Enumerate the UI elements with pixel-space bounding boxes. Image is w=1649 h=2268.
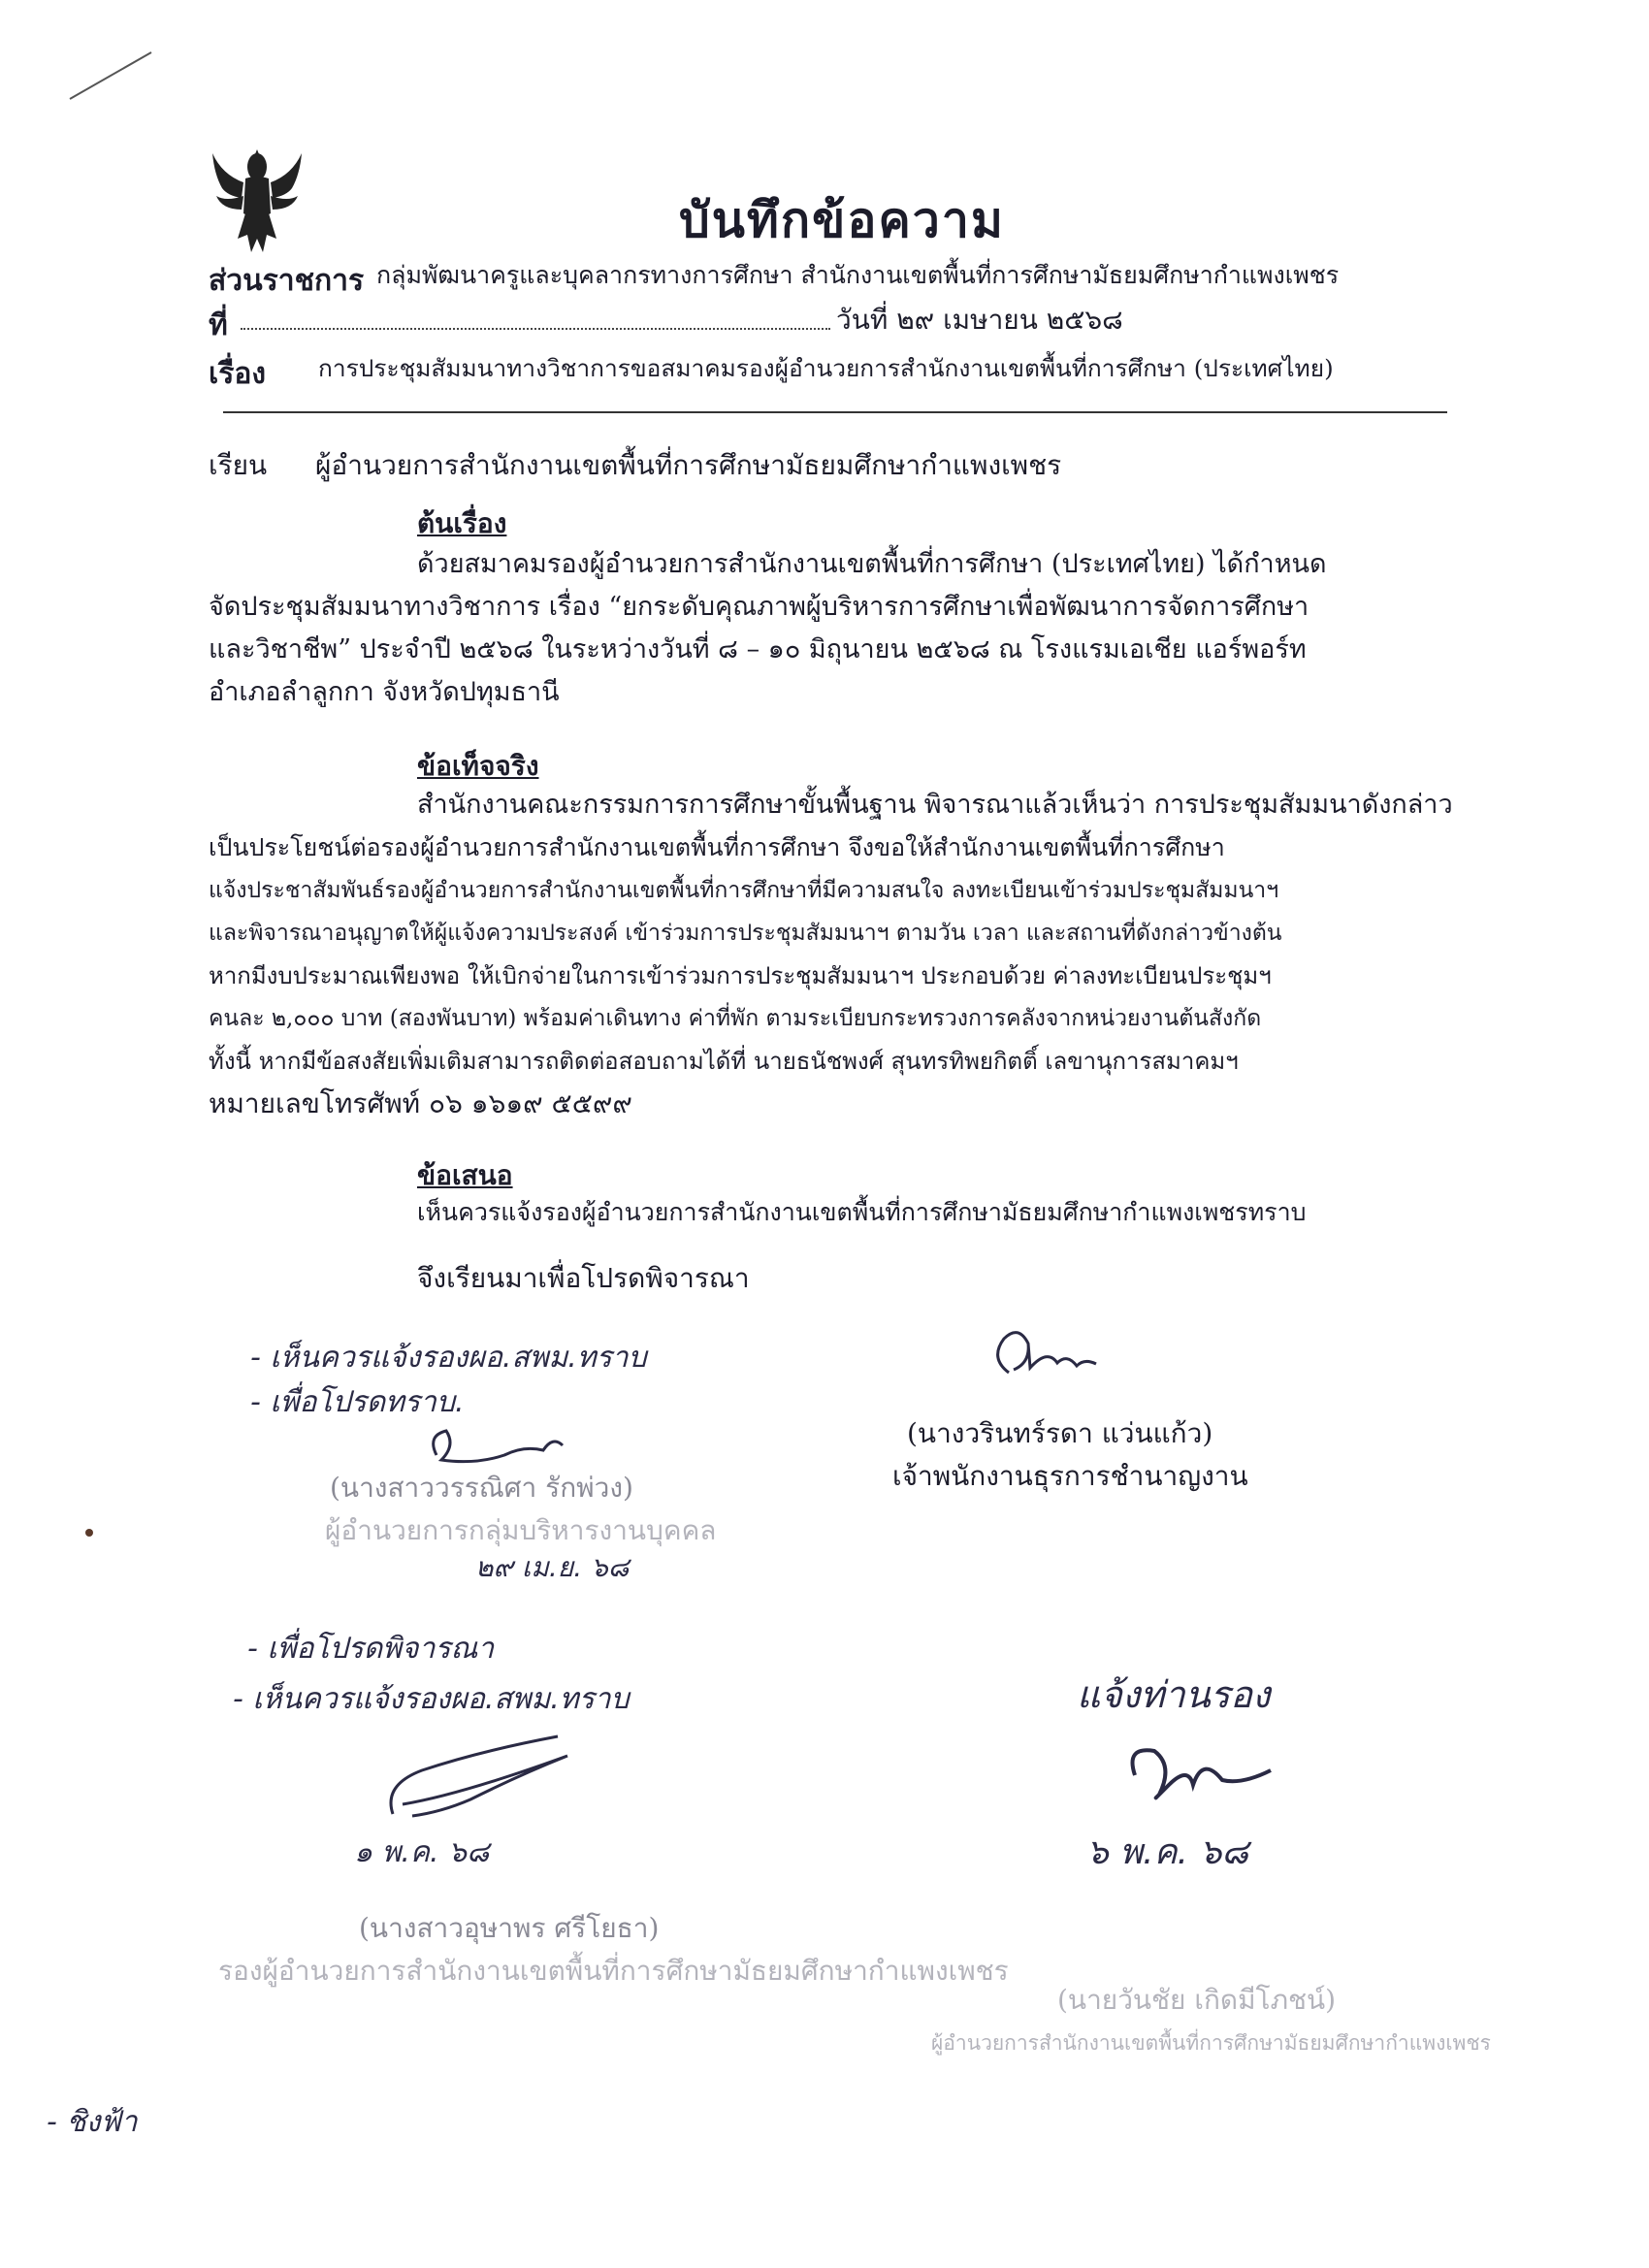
origin-line: และวิชาชีพ” ประจำปี ๒๕๖๘ ในระหว่างวันที่ ๘ – ๑๐ มิถุนายน ๒๕๖๘ ณ โรงแรมเอเชีย แอร์พอร์ท [209, 634, 1307, 664]
origin-line: จัดประชุมสัมมนาทางวิชาการ เรื่อง “ยกระดับคุณภาพผู้บริหารการศึกษาเพื่อพัฒนาการจัดการศึกษา [209, 592, 1310, 622]
note2-position: รองผู้อำนวยการสำนักงานเขตพื้นที่การศึกษามัธยมศึกษากำแพงเพชร [218, 1955, 1009, 1987]
note2-line2: - เห็นควรแจ้งรองผอ.สพม.ทราบ [233, 1682, 630, 1716]
note2-name: (นางสาวอุษาพร ศรีโยธา) [359, 1912, 660, 1944]
ink-dot [85, 1529, 93, 1537]
memo-title: บันทึกข้อความ [679, 191, 1005, 248]
facts-line: สำนักงานคณะกรรมการการศึกษาขั้นพื้นฐาน พิจารณาแล้วเห็นว่า การประชุมสัมมนาดังกล่าว [417, 790, 1453, 820]
note2-date: ๑ พ.ค. ๖๘ [354, 1835, 490, 1869]
signer-signature [970, 1319, 1164, 1387]
reference-dotted-line [241, 328, 830, 330]
note2-line1: - เพื่อโปรดพิจารณา [247, 1632, 495, 1666]
facts-line: เป็นประโยชน์ต่อรองผู้อำนวยการสำนักงานเขตพื้นที่การศึกษา จึงขอให้สำนักงานเขตพื้นที่การศึกษา [209, 833, 1225, 861]
department-label: ส่วนราชการ [209, 264, 365, 298]
subject-value: การประชุมสัมมนาทางวิชาการขอสมาคมรองผู้อำนวยการสำนักงานเขตพื้นที่การศึกษา (ประเทศไทย) [318, 354, 1334, 382]
note1-line1: - เห็นควรแจ้งรองผอ.สพม.ทราบ [250, 1341, 647, 1375]
closing-line: จึงเรียนมาเพื่อโปรดพิจารณา [417, 1262, 750, 1294]
reference-label: ที่ [209, 308, 228, 342]
addressee-value: ผู้อำนวยการสำนักงานเขตพื้นที่การศึกษามัธยมศึกษากำแพงเพชร [315, 449, 1062, 481]
footer-note: - ชิงฟ้า [47, 2105, 138, 2139]
addressee-label: เรียน [209, 449, 268, 481]
note3-name: (นายวันชัย เกิดมีโภชน์) [1057, 1984, 1337, 2016]
facts-line: หมายเลขโทรศัพท์ ๐๖ ๑๖๑๙ ๕๕๙๙ [209, 1087, 632, 1119]
origin-line: อำเภอลำลูกกา จังหวัดปทุมธานี [209, 677, 560, 707]
facts-line: คนละ ๒,๐๐๐ บาท (สองพันบาท) พร้อมค่าเดินทาง ค่าที่พัก ตามระเบียบกระทรวงการคลังจากหน่วยงานต้นสังกัด [209, 1006, 1262, 1031]
note1-date: ๒๙ เม.ย. ๖๘ [475, 1551, 630, 1583]
subject-label: เรื่อง [209, 357, 267, 391]
note3-date: ๖ พ.ค. ๖๘ [1086, 1832, 1249, 1872]
origin-heading: ต้นเรื่อง [417, 507, 507, 539]
facts-line: ทั้งนี้ หากมีข้อสงสัยเพิ่มเติมสามารถติดต่อสอบถามได้ที่ นายธนัชพงศ์ สุนทรทิพยกิตติ์ เลขานุการสมาคมฯ [209, 1048, 1239, 1075]
note3-position: ผู้อำนวยการสำนักงานเขตพื้นที่การศึกษามัธยมศึกษากำแพงเพชร [931, 2031, 1491, 2055]
memo-date: วันที่ ๒๙ เมษายน ๒๕๖๘ [836, 304, 1123, 336]
signer-position: เจ้าพนักงานธุรการชำนาญงาน [892, 1460, 1248, 1492]
signer-name: (นางวรินทร์รดา แว่นแก้ว) [907, 1417, 1213, 1449]
header-divider [223, 411, 1447, 413]
note1-signature [417, 1416, 611, 1474]
facts-line: แจ้งประชาสัมพันธ์รองผู้อำนวยการสำนักงานเขตพื้นที่การศึกษาที่มีความสนใจ ลงทะเบียนเข้าร่วมประชุมสัมมนาฯ [209, 878, 1279, 903]
note1-name: (นางสาววรรณิศา รักพ่วง) [330, 1472, 633, 1504]
pen-mark [68, 49, 155, 107]
proposal-heading: ข้อเสนอ [417, 1159, 513, 1191]
note3-signature [1116, 1727, 1290, 1814]
department-value: กลุ่มพัฒนาครูและบุคลากรทางการศึกษา สำนักงานเขตพื้นที่การศึกษามัธยมศึกษากำแพงเพชร [376, 261, 1340, 289]
facts-heading: ข้อเท็จจริง [417, 750, 539, 782]
origin-line: ด้วยสมาคมรองผู้อำนวยการสำนักงานเขตพื้นที่การศึกษา (ประเทศไทย) ได้กำหนด [417, 549, 1327, 579]
note1-line2: - เพื่อโปรดทราบ. [250, 1385, 465, 1419]
garuda-emblem-icon [209, 146, 306, 257]
note1-position: ผู้อำนวยการกลุ่มบริหารงานบุคคล [325, 1514, 717, 1546]
facts-line: และพิจารณาอนุญาตให้ผู้แจ้งความประสงค์ เข้าร่วมการประชุมสัมมนาฯ ตามวัน เวลา และสถานที่ดังกล่าวข้างต้น [209, 921, 1282, 946]
note3-line1: แจ้งท่านรอง [1077, 1673, 1271, 1716]
facts-line: หากมีงบประมาณเพียงพอ ให้เบิกจ่ายในการเข้าร่วมการประชุมสัมมนาฯ ประกอบด้วย ค่าลงทะเบียนประชุมฯ [209, 962, 1272, 989]
proposal-line: เห็นควรแจ้งรองผู้อำนวยการสำนักงานเขตพื้นที่การศึกษามัธยมศึกษากำแพงเพชรทราบ [417, 1198, 1307, 1226]
note2-signature [373, 1727, 587, 1833]
